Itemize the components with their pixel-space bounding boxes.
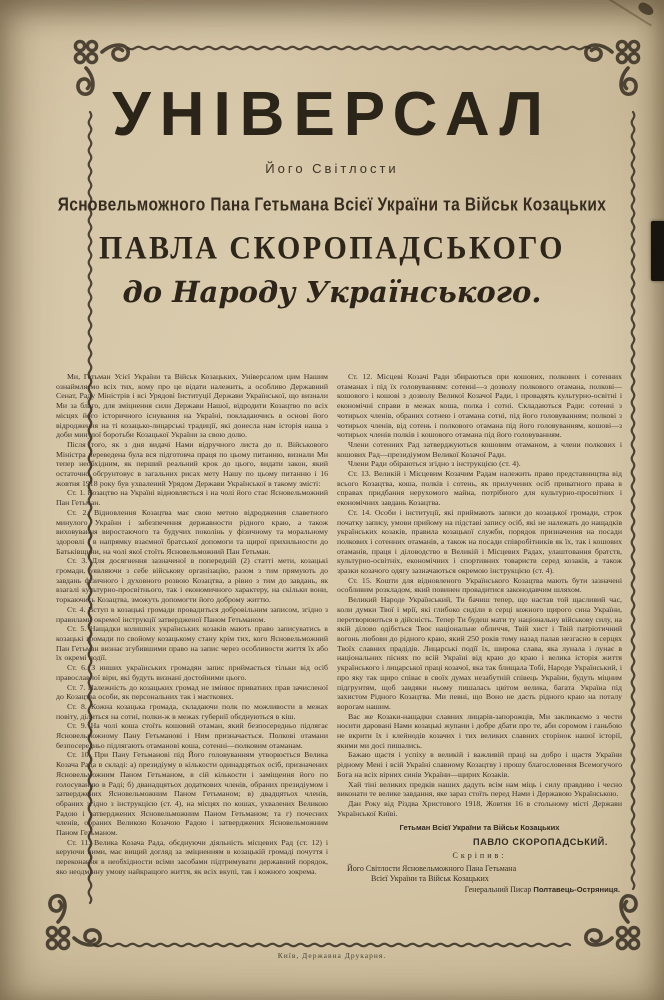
- paragraph: Ст. 3. Для досягнення зазначеної в попередній (2) статті мети, козацькі громади, уявляючи з себе військову організацію, разом з тим прямують до завдань фізичного і духовного розвою Козацтва, а рівно з тим до завдань, як взагалі культурно-просвітнього, так і економичного характеру, на скільки вони, торкаючись Козацтва, зможуть допомогти його доброму життю.: [56, 556, 328, 605]
- paragraph: Члени сотенних Рад затверджуються кошовим отаманом, а члени полкових і кошових Рад—президіумом Великої Козачої Ради.: [337, 439, 622, 459]
- left-column: [56, 372, 328, 946]
- dateline-paragraph: Дан Року від Різдва Христового 1918, Жовтня 16 в стольному місті Держави Української Київі.: [337, 798, 622, 818]
- paragraph: Великий Народе Український, Ти бачиш тепер, що настав той щасливий час, коли думки Твої і мрії, які глибоко сиділи в серці кожного щирого сина України, перетворюються в дійсність. Тепер Ти будеш мати ту національну військову силу, на якій ділово одібється Твоє національне обличчя, Твій хист і Твій патріотичний вогонь любови до рідного краю, який 250 років тому назад палав незгасно в серцях Твоїх славних прадідів. Лицарські подїї їх, широка слава, яка лунала і лунає в національних піснях по всій Україні від краю до краю і велика історія життя українського і лицарської праці козачої, яка так блищала Тобі, Народе Український, і про яку так щиро співає в своїх думах незабутній співець України, будуть міцним підгрунтям, щоб завдяки ньому пишалась цвітом велика, багата Україна під захистом Рідного Козацтва. Ми певні, що Воно не дасть рідного краю на поталу ворогам нашим.: [337, 595, 622, 711]
- countersign-label: Скріпив:: [452, 851, 507, 861]
- paragraph: Ст. 15. Кошти для відновленого Українського Козацтва мають бути зазначені особливим розкладом, який повинен провадитися законодавчим шляхом.: [337, 575, 622, 595]
- paragraph: Ми, Гетьман Усієї України та Військ Козацьких, Універсалом цим Нашим ознаймляємо всіх тих, кому про це відати належить, а особливо Державний Сенат, Раду Міністрів і всі Урядові Інституції Держави Української, що визнали Ми за благо, для зміцнення сили Держави Нашої, відродити Козацтво по всіх місцях його історичного існування на Україні, покладаючись в основі його відродження на ті козацько-лицарські традиції, які донесла нам історія наша з доби минулої боротьби Козацької України за свою долю.: [56, 372, 328, 440]
- writer-name: Полтавець-Остряниця.: [533, 884, 620, 894]
- signature-block: [337, 823, 622, 895]
- paragraph: Бажаю щастя і успіху в великій і важливій праці на добро і щастя України рідному Мені і всій Україні славному Козацтву і прошу благословення Всемогучого Бога на всіх вірних синів України—щирих Козаків.: [337, 750, 622, 779]
- writer-title: Генеральний Писар: [464, 884, 534, 894]
- paragraph: Ст. 1. Козацтво на Україні відновляється і на чолі його стає Ясновельможний Пан Гетьман.: [56, 488, 328, 508]
- right-column: [337, 372, 622, 946]
- printer-imprint: Київ, Державна Друкарня.: [277, 951, 387, 960]
- document-header: [40, 80, 624, 309]
- paragraph: Члени Ради обіраються згідно з інструкцією (ст. 4).: [348, 459, 521, 469]
- paragraph: Ст. 8. Кожна козацька громада, складаючи полк по можливости в межах повіту, ділиться на сотні, полки-ж в межах губернії обєднуються в кіш.: [56, 701, 328, 721]
- subtitle-dignity: Його Світлости: [265, 161, 399, 176]
- hetman-name: ПАВЛА СКОРОПАДСЬКОГО: [98, 230, 566, 267]
- countersign-line: Його Світлости Ясновельможного Пана Гетьмана: [347, 863, 517, 873]
- signatory-position: Гетьман Всієї України та Військ Козацьких: [399, 823, 560, 833]
- paragraph: Ст. 11. Велика Козача Рада, обєднуючи діяльність місцевих Рад (ст. 12) і керуючи ними, має вищий догляд за зміцненням в козацькій громаді почуття і переконання в необхідности всіми засобами підтримувати державний порядок, яко неодмінну умову найкращого життя, як всіх вкупі, так і кожного зокрема.: [56, 837, 328, 876]
- paragraph: Ст. 7. Належність до козацьких громад не змінює приватних прав зачисленої до Козацтва особи, як персональних так і маєткових.: [56, 682, 328, 702]
- paragraph: Ст. 10. При Пану Гетьманові під Його головуванням утворюється Велика Козача Рада в складі: а) президіуму в кількости одинадцятьох осіб, призначених Ясновельможним Паном Гетьманом, в сій кількости і заміщення його по голосуванню в Раді; б) дванадцятьох додаткових членів, обраних президіумом і затверджених Ясновельможним Паном Гетьманом; в) двадцятьох членів, обраних згідно з інструкцією (ст. 4), на місцях по кошах, ухвалених Великою Радою і затверджених Ясновельможним Паном Гетьманом; та г) почесних членів, обраних Великою Козачою Радою і затверджених Ясновельможним Паном Гетьманом.: [56, 750, 328, 838]
- scan-edge-black-mark: [651, 221, 664, 281]
- paragraph: Ст. 9. На чолі коша стоїть кошовий отаман, який безпосередньо підлягає Ясновельможному Пану Гетьманові і Ним призначається. Полкові отамани безпосередньо підлягають отаманові коша, сотенні—полковим отаманам.: [56, 721, 328, 750]
- paragraph: Хай тіні великих предків наших дадуть всім нам міць і силу правдиво і чесно виконати те велике завдання, яке зараз стоїть перед Нами і Державою Українською.: [337, 779, 622, 799]
- signatory-name: ПАВЛО СКОРОПАДСЬКИЙ.: [472, 836, 608, 847]
- paragraph: Ст. 5. Нащадки колишніх українських козаків мають право записуватись в козацькі громади по свойому козацькому стану крім тих, кого Ясновельможний Пан Гетьман визнає згубившими право на запис через особливости життя їх або їх окремі подїї.: [56, 624, 328, 663]
- paragraph: Ст. 4. Вступ в козацькі громади провадиться добровільним записом, згідно з правилами окремої інструкції затвердженої Паном Гетьманом.: [56, 604, 328, 624]
- paragraph: Ст. 6. З инших українських громадян запис приймається тільки від осіб православної віри, які будуть визнані достойними цього.: [56, 663, 328, 682]
- paragraph: Ст. 13. Великій і Місцевим Козачим Радам належить право представництва від всього Козацтва, коша, полків і сотень, як прилучених осіб приватного права в справах придбання нерухомого майна, потрібного для культурно-просвітних і економічних завдань Козацтва.: [337, 469, 622, 508]
- paper-crease: [592, 0, 664, 27]
- paragraph: Вас же Козаки-нащадки славних лицарів-запорожців, Ми закликаємо з чести носити даровані Нами козацькі жупани і добре дбати про те, аби соромом і ганьбою не вкрити їх і клейнодів козачих і тих великих славних сторінок нашої історії, якими ми досі пишались.: [337, 711, 622, 750]
- countersign-line: Всієї України та Військ Козацьких: [371, 874, 489, 884]
- address-line: до Народу Українського.: [122, 275, 542, 309]
- paragraph: Ст. 2. Відновлення Козацтва має свою метою відродження славетного минулого України і забезпечення державности рідного краю, а також виховування виростаючого та будучих поколінь у фізичному та моральному здоровлі і в напрямку взаємної братської допомоги та щирої прихильности до Батьківщини, на чолі якої стоїть Ясновельможний Пан Гетьман.: [56, 507, 328, 556]
- paragraph: Ст. 12. Місцеві Козачі Ради збираються при кошових, полкових і сотенних отаманах і під їх головуванням: сотенні—з дозволу полкового отамана, полкові—кошового і кошові з дозволу Великої Козачої Ради, і провадять культурно-освітні і економічні справи в межах коша, полка і сотні. Складаються Ради: сотенні з чотирьох членів, обраних сотнею і отамана сотні, під його головуванням; полкові з чотирьох членів, від сотень і полкового отамана під його головуванням, кошові—з чотирьох членів полків і кошового отамана під його головуванням.: [337, 372, 622, 440]
- paragraph: Після того, як з дня видачі Нами відручного листа до п. Військового Міністра переведена була вся підготовча праця по цьому питанню, визнали Ми тепер необхідним, як перший реальний крок до цього, видати закон, який остаточно обгрунтовує в загальних рисах мету Нашу по цьому питанню і 16 жовтня 1918 року був ухвалений Урядом Держави Української в такому змісті:: [56, 439, 328, 488]
- body-columns: [56, 372, 622, 946]
- document-title: УНІВЕРСАЛ: [112, 80, 552, 149]
- hetman-title-line: Ясновельможного Пана Гетьмана Всієї України та Військ Козацьких: [57, 195, 607, 216]
- paragraph: Ст. 14. Особи і інституції, які приймають записи до козацької громади, строк початку запису, умови прийому на підставі запису осіб, які не належать до нащадків українських козаків, правила козацької служби, порядок призначення на посади полкових і сотенних отаманів, а також на посади співробітників як їх, так і кошових отаманів, праця і діловодство в Великій і Місцевих Радах, улаштовання братств, культурно-освітніх, економічних і спортивних товариств серед козаків, а також зразки козачого одягу зазначаються окремою інструкцією (ст. 4).: [337, 507, 622, 576]
- countersign-writer: [337, 885, 622, 896]
